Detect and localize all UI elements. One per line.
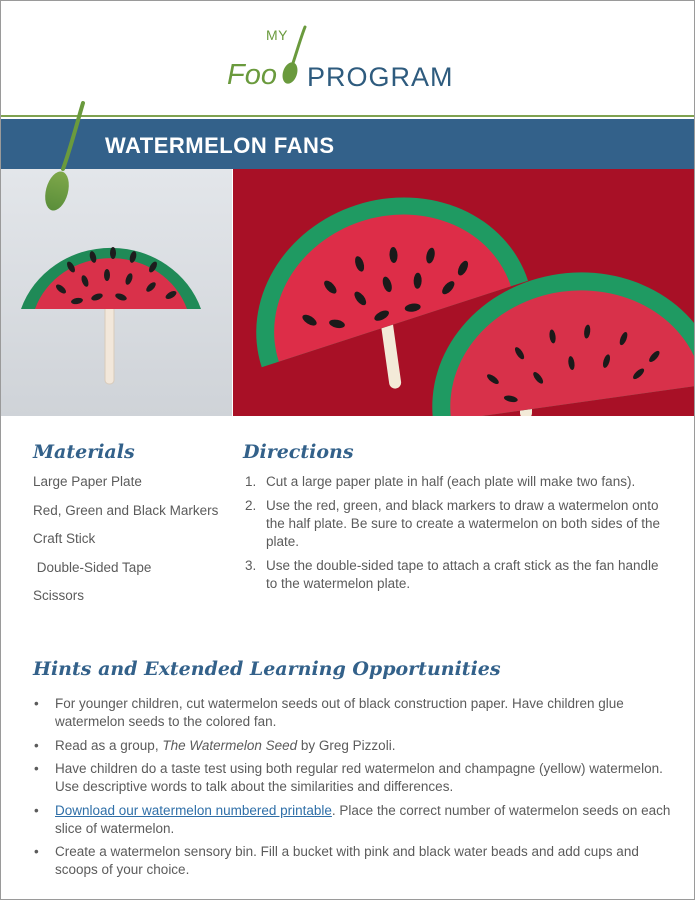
list-item: Red, Green and Black Markers <box>33 502 219 518</box>
list-item <box>33 695 673 731</box>
hints-heading: Hints and Extended Learning Opportunities <box>33 658 501 680</box>
hint-text: Read as a group, <box>55 737 163 753</box>
step-text: Use the red, green, and black markers to draw a watermelon onto the half plate. Be sure to create a watermelon on both sides of the plate. <box>266 498 660 549</box>
logo-program-text: PROGRAM <box>307 62 454 92</box>
directions-heading: Directions <box>243 441 354 463</box>
list-item: Scissors <box>33 588 85 603</box>
brand-logo[interactable] <box>225 25 475 95</box>
list-item <box>33 760 673 796</box>
book-title: The Watermelon Seed <box>162 737 298 753</box>
hint-text: For younger children, cut watermelon seeds out of black construction paper. Have children glue watermelon seeds to the colored fan. <box>55 696 624 729</box>
materials-list <box>33 473 233 616</box>
step-number: 1. <box>245 474 257 489</box>
hint-text: Have children do a taste test using both regular red watermelon and champagne (yellow) watermelon. Use descriptive words to talk about the similarities and differences. <box>55 761 663 794</box>
step-number: 2. <box>245 498 257 513</box>
directions-list <box>245 473 665 599</box>
step-number: 3. <box>245 558 257 573</box>
hint-text: . Place the correct number of watermelon seeds on each slice of watermelon. <box>55 802 671 836</box>
list-item <box>33 737 673 755</box>
list-item: Craft Stick <box>33 531 96 546</box>
materials-heading: Materials <box>33 441 135 463</box>
download-printable-link[interactable]: Download our watermelon numbered printable <box>55 802 332 818</box>
step-text: Use the double-sided tape to attach a craft stick as the fan handle to the watermelon plate. <box>266 558 659 591</box>
logo-food-text: Foo <box>227 59 277 91</box>
spoon-icon <box>35 101 95 221</box>
list-item <box>245 557 665 593</box>
list-item: Double-Sided Tape <box>33 559 152 575</box>
header-divider <box>1 115 695 117</box>
hints-list <box>33 695 673 885</box>
list-item <box>245 473 665 491</box>
page-title: WATERMELON FANS <box>105 133 335 158</box>
watermelon-fans-photo-pair <box>233 169 695 416</box>
step-text: Cut a large paper plate in half (each plate will make two fans). <box>266 474 636 489</box>
list-item <box>245 497 665 551</box>
hint-text: by Greg Pizzoli. <box>297 737 396 753</box>
hint-text: Create a watermelon sensory bin. Fill a bucket with pink and black water beads and add cups and scoops of your choice. <box>55 844 639 877</box>
list-item <box>33 802 673 838</box>
list-item: Large Paper Plate <box>33 474 142 489</box>
logo-my-text: MY <box>266 27 288 43</box>
list-item <box>33 843 673 879</box>
